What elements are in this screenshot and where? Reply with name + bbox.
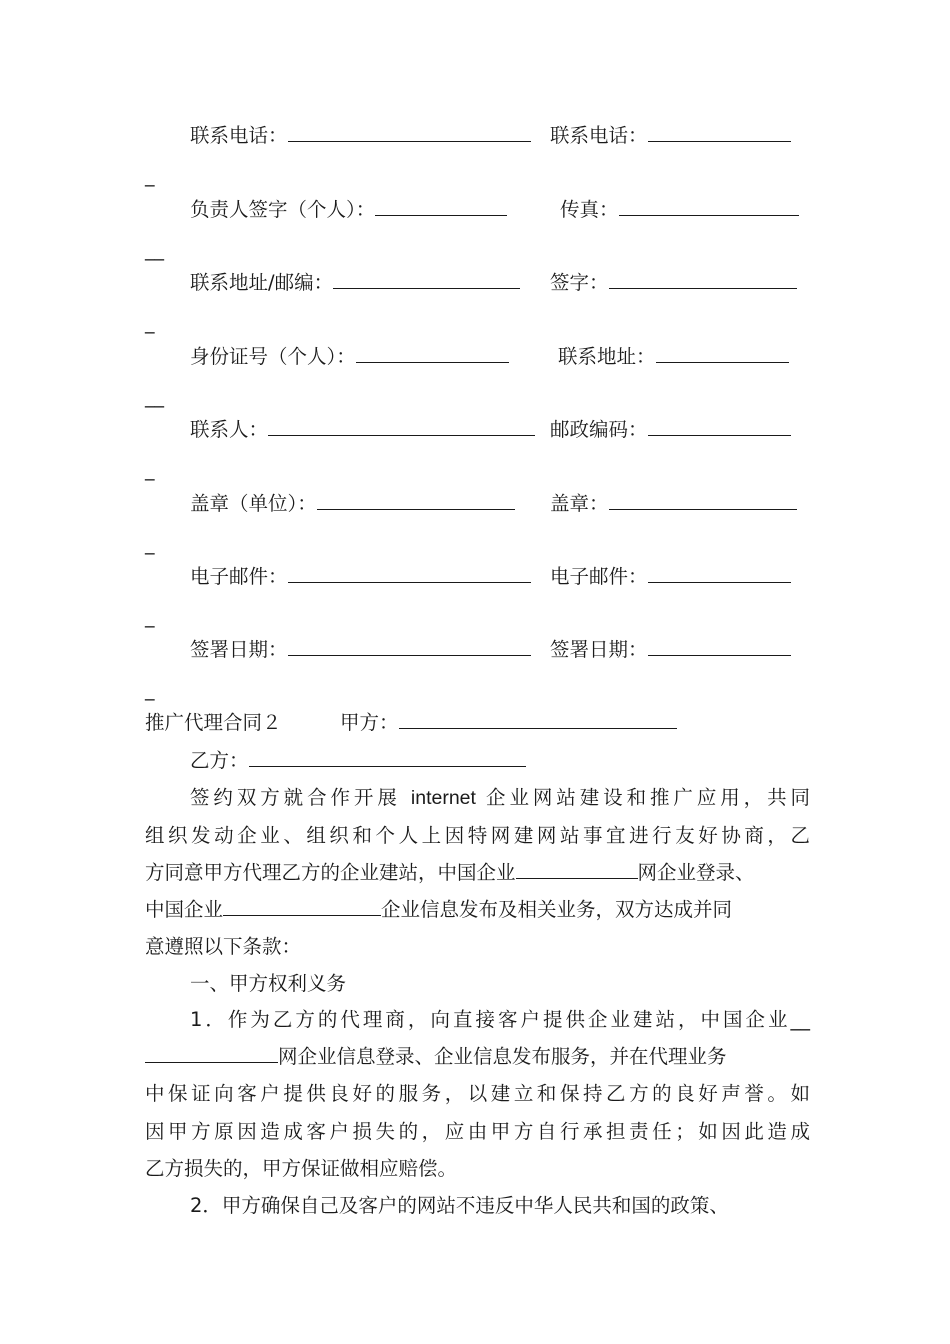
clause-line: 乙方损失的，甲方保证做相应赔偿。 xyxy=(145,1157,458,1180)
contract-title-row xyxy=(145,711,810,735)
fill-blank xyxy=(648,125,791,142)
line-spill: _ xyxy=(145,606,155,628)
fill-blank xyxy=(317,493,515,510)
intro-line xyxy=(145,861,810,885)
fill-blank xyxy=(648,419,791,436)
intro-text: 中国企业 xyxy=(145,898,224,921)
left-label: 联系地址/邮编： xyxy=(190,271,334,294)
clause-text: 网企业信息登录、企业信息发布服务，并在代理业务 xyxy=(278,1045,727,1068)
left-label: 联系人： xyxy=(190,418,269,441)
left-label: 电子邮件： xyxy=(190,565,288,588)
left-label: 签署日期： xyxy=(190,638,288,661)
fill-blank xyxy=(288,639,531,656)
party-b-label: 乙方： xyxy=(190,749,249,772)
fill-blank xyxy=(619,199,799,216)
fill-blank xyxy=(399,712,677,729)
clause-text: 2．甲方确保自己及客户的网站不违反中华人民共和国的政策、 xyxy=(190,1194,729,1217)
contract-title: 推广代理合同２ xyxy=(145,711,282,734)
fill-blank xyxy=(145,1046,278,1063)
line-spill: _ xyxy=(145,459,155,481)
fill-blank xyxy=(648,639,791,656)
fill-blank xyxy=(648,566,791,583)
intro-text: 网企业登录、 xyxy=(637,861,755,884)
left-label: 联系电话： xyxy=(190,124,288,147)
fill-blank xyxy=(288,566,531,583)
intro-line xyxy=(145,898,810,922)
signature-row xyxy=(145,198,810,222)
party-b-row xyxy=(145,749,810,773)
left-label: 负责人签字（个人）： xyxy=(190,198,376,221)
right-label: 联系地址： xyxy=(558,345,656,368)
clause-line xyxy=(145,1045,810,1069)
clause-text: 1．作为乙方的代理商，向直接客户提供企业建站，中国企业__ xyxy=(190,1008,810,1031)
fill-blank xyxy=(223,899,381,916)
fill-blank xyxy=(375,199,507,216)
intro-text: 方同意甲方代理乙方的企业建站，中国企业 xyxy=(145,861,516,884)
party-a-label: 甲方： xyxy=(340,711,399,734)
intro-text: 签约双方就合作开展 xyxy=(190,786,411,809)
fill-blank xyxy=(288,125,531,142)
right-label: 电子邮件： xyxy=(550,565,648,588)
right-label: 签字： xyxy=(550,271,609,294)
intro-line: 组织发动企业、组织和个人上因特网建网站事宜进行友好协商，乙 xyxy=(145,824,810,847)
left-label: 盖章（单位）： xyxy=(190,492,317,515)
fill-blank xyxy=(609,272,797,289)
fill-blank xyxy=(356,346,509,363)
intro-text: internet xyxy=(410,787,476,809)
right-label: 签署日期： xyxy=(550,638,648,661)
right-label: 联系电话： xyxy=(550,124,648,147)
section-heading-text: 一、甲方权利义务 xyxy=(190,972,347,995)
fill-blank xyxy=(516,862,638,879)
line-spill: _ xyxy=(145,312,155,334)
line-spill: __ xyxy=(145,239,164,261)
signature-row xyxy=(145,565,810,589)
left-label: 身份证号（个人）： xyxy=(190,345,356,368)
intro-text: 企业网站建设和推广应用，共同 xyxy=(475,786,810,809)
fill-blank xyxy=(609,493,797,510)
clause-line: 因甲方原因造成客户损失的，应由甲方自行承担责任；如因此造成 xyxy=(145,1120,810,1143)
right-label: 盖章： xyxy=(550,492,609,515)
section-heading xyxy=(145,972,810,996)
intro-line xyxy=(145,786,810,810)
signature-row xyxy=(145,124,810,148)
right-label: 传真： xyxy=(560,198,619,221)
fill-blank xyxy=(656,346,789,363)
fill-blank xyxy=(268,419,535,436)
signature-row xyxy=(145,418,810,442)
line-spill: _ xyxy=(145,679,155,701)
signature-row xyxy=(145,638,810,662)
line-spill: _ xyxy=(145,533,155,555)
line-spill: __ xyxy=(145,386,164,408)
clause-line: 中保证向客户提供良好的服务，以建立和保持乙方的良好声誉。如 xyxy=(145,1082,810,1105)
signature-row xyxy=(145,271,810,295)
fill-blank xyxy=(333,272,520,289)
clause-line xyxy=(145,1008,810,1032)
intro-line: 意遵照以下条款： xyxy=(145,935,302,958)
clause-line xyxy=(145,1194,810,1218)
right-label: 邮政编码： xyxy=(550,418,648,441)
signature-row xyxy=(145,492,810,516)
fill-blank xyxy=(249,750,526,767)
signature-row xyxy=(145,345,810,369)
intro-text: 企业信息发布及相关业务，双方达成并同 xyxy=(381,898,733,921)
line-spill: _ xyxy=(145,165,155,187)
